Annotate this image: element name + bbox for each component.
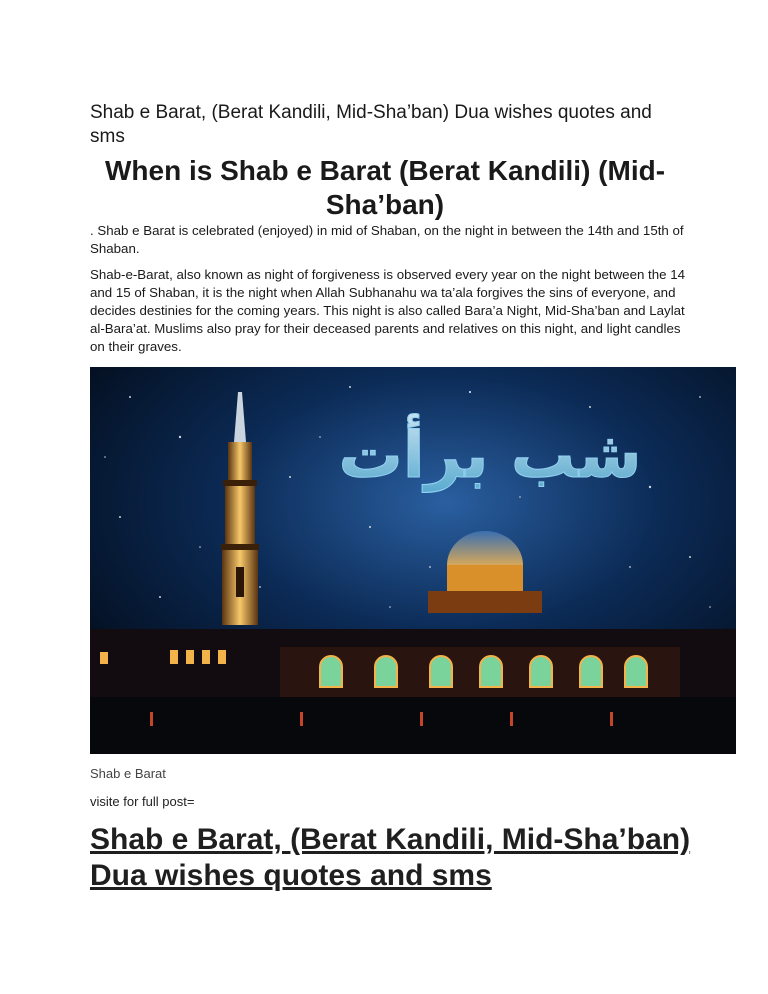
description-paragraph: Shab-e-Barat, also known as night of forgiveness is observed every year on the night between the 14 and 15 of Shaban, it is the night when Allah Subhanahu wa ta’ala forgives the sins of everyone, and decides destinies for the coming years. This night is also called Bara’a Night, Mid-Sha’ban and Laylat al-Bara’at. Muslims also pray for their deceased parents and relatives on this night, and light candles on their graves. — [90, 267, 686, 354]
calligraphy-text: شب برأت — [338, 419, 642, 493]
document-title: Shab e Barat, (Berat Kandili, Mid-Sha’ban) Dua wishes quotes and sms — [90, 102, 652, 147]
intro-paragraph: . Shab e Barat is celebrated (enjoyed) in mid of Shaban, on the night in between the 14th and 15th of Shaban. — [90, 223, 684, 256]
main-heading: When is Shab e Barat (Berat Kandili) (Mid-Sha’ban) — [104, 155, 666, 220]
visit-text: visite for full post= — [90, 794, 195, 809]
image-caption: Shab e Barat — [90, 766, 166, 781]
mosque-night-image — [90, 367, 736, 754]
full-post-link[interactable]: Shab e Barat, (Berat Kandili, Mid-Sha’ban) Dua wishes quotes and sms — [90, 823, 691, 892]
mosque-illustration — [90, 367, 736, 754]
